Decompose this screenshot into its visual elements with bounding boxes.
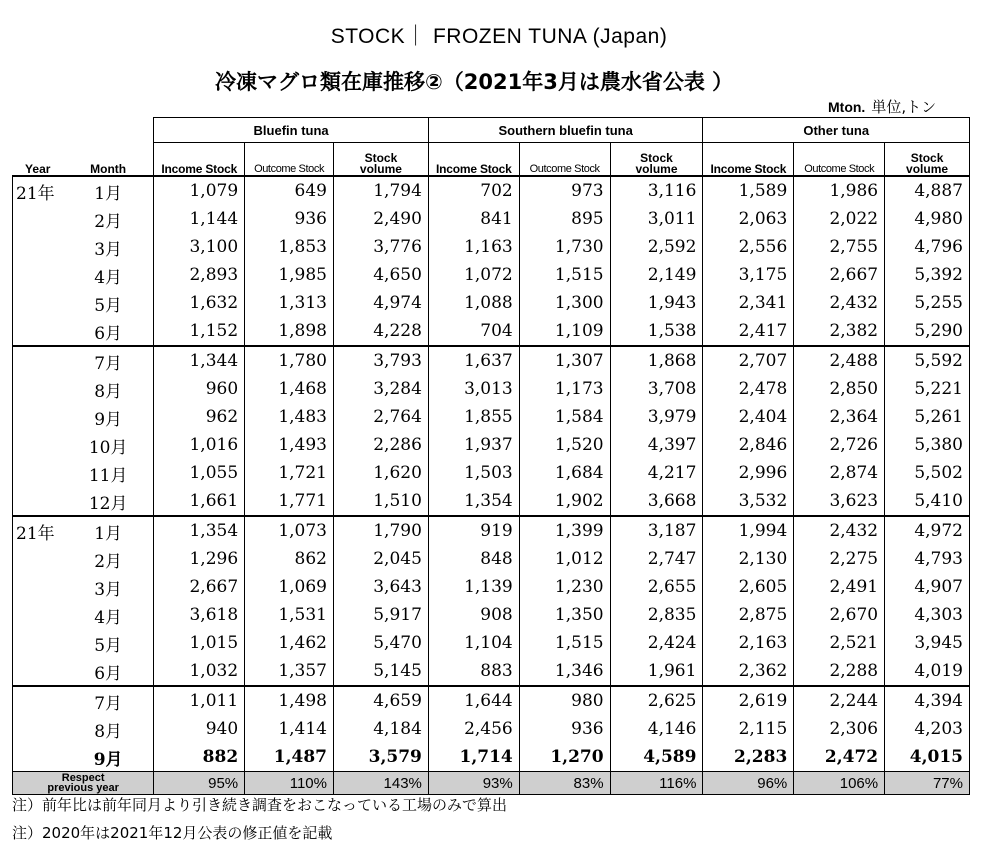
month-cell: 1月 [63,516,154,545]
table-row [13,487,970,516]
value-cell: 1,721 [245,459,334,487]
value-cell: 2,655 [610,573,703,601]
outcome-header: Outcome Stock [245,143,334,177]
value-cell: 1,730 [519,233,610,261]
value-cell: 1,943 [610,289,703,317]
value-cell: 1,487 [245,743,334,772]
value-cell: 3,011 [610,205,703,233]
year-cell [13,233,63,261]
value-cell: 2,364 [794,403,885,431]
year-cell [13,715,63,743]
value-cell: 2,163 [703,629,794,657]
value-cell: 4,650 [333,261,428,289]
value-cell: 2,875 [703,601,794,629]
value-cell: 882 [154,743,245,772]
value-cell: 2,491 [794,573,885,601]
month-cell: 8月 [63,715,154,743]
value-cell: 2,707 [703,346,794,375]
value-cell: 649 [245,176,334,205]
year-cell [13,459,63,487]
value-cell: 1,300 [519,289,610,317]
table-row [13,205,970,233]
value-cell: 5,470 [333,629,428,657]
value-cell: 883 [428,657,519,686]
value-cell: 4,146 [610,715,703,743]
group-other: Other tuna [703,118,970,143]
month-cell: 2月 [63,205,154,233]
value-cell: 2,382 [794,317,885,346]
year-cell [13,375,63,403]
value-cell: 1,015 [154,629,245,657]
month-cell: 1月 [63,176,154,205]
value-cell: 3,793 [333,346,428,375]
year-cell [13,487,63,516]
value-cell: 1,346 [519,657,610,686]
month-cell: 11月 [63,459,154,487]
value-cell: 936 [519,715,610,743]
value-cell: 1,632 [154,289,245,317]
unit-jp: 単位,トン [871,98,937,116]
value-cell: 2,670 [794,601,885,629]
year-cell [13,289,63,317]
value-cell: 1,902 [519,487,610,516]
value-cell: 1,937 [428,431,519,459]
month-cell: 9月 [63,403,154,431]
value-cell: 1,714 [428,743,519,772]
year-cell [13,686,63,715]
value-cell: 4,394 [885,686,970,715]
footnote-1: 注）前年比は前年同月より引き続き調査をおこなっている工場のみで算出 [12,796,508,814]
table-row [13,289,970,317]
value-cell: 1,985 [245,261,334,289]
value-cell: 3,979 [610,403,703,431]
value-cell: 3,623 [794,487,885,516]
value-cell: 5,290 [885,317,970,346]
month-cell: 7月 [63,346,154,375]
value-cell: 1,538 [610,317,703,346]
value-cell: 2,244 [794,686,885,715]
value-cell: 1,173 [519,375,610,403]
table-row [13,601,970,629]
value-cell: 2,747 [610,545,703,573]
value-cell: 5,592 [885,346,970,375]
value-cell: 3,013 [428,375,519,403]
table-row [13,743,970,772]
month-cell: 7月 [63,686,154,715]
value-cell: 2,341 [703,289,794,317]
value-cell: 1,853 [245,233,334,261]
value-cell: 2,619 [703,686,794,715]
value-cell: 2,149 [610,261,703,289]
value-cell: 1,414 [245,715,334,743]
month-cell: 12月 [63,487,154,516]
value-cell: 1,011 [154,686,245,715]
value-cell: 1,032 [154,657,245,686]
value-cell: 1,961 [610,657,703,686]
value-cell: 1,079 [154,176,245,205]
value-cell: 1,780 [245,346,334,375]
value-cell: 2,726 [794,431,885,459]
year-cell [13,573,63,601]
value-cell: 1,498 [245,686,334,715]
value-cell: 1,462 [245,629,334,657]
unit-label [828,96,936,117]
value-cell: 1,088 [428,289,519,317]
value-cell: 4,203 [885,715,970,743]
year-cell: 21年 [13,516,63,545]
value-cell: 1,354 [428,487,519,516]
unit-en: Mton. [828,99,866,115]
month-header: Month [63,143,154,177]
outcome-header: Outcome Stock [519,143,610,177]
value-cell: 1,012 [519,545,610,573]
value-cell: 841 [428,205,519,233]
value-cell: 1,313 [245,289,334,317]
value-cell: 4,887 [885,176,970,205]
respect-value: 106% [794,772,885,795]
group-southern-bluefin: Southern bluefin tuna [428,118,703,143]
value-cell: 2,283 [703,743,794,772]
value-cell: 1,684 [519,459,610,487]
year-cell [13,743,63,772]
value-cell: 3,945 [885,629,970,657]
table-row [13,431,970,459]
value-cell: 1,104 [428,629,519,657]
value-cell: 1,152 [154,317,245,346]
value-cell: 5,502 [885,459,970,487]
value-cell: 908 [428,601,519,629]
value-cell: 4,589 [610,743,703,772]
page-title: STOCK｜ FROZEN TUNA (Japan) [330,25,668,48]
value-cell: 2,846 [703,431,794,459]
income-header: Income Stock [154,143,245,177]
value-cell: 4,303 [885,601,970,629]
value-cell: 2,835 [610,601,703,629]
value-cell: 5,410 [885,487,970,516]
value-cell: 2,130 [703,545,794,573]
income-header: Income Stock [703,143,794,177]
value-cell: 848 [428,545,519,573]
value-cell: 4,974 [333,289,428,317]
value-cell: 1,515 [519,261,610,289]
value-cell: 980 [519,686,610,715]
table-row [13,516,970,545]
value-cell: 2,275 [794,545,885,573]
value-cell: 3,187 [610,516,703,545]
value-cell: 4,019 [885,657,970,686]
value-cell: 2,996 [703,459,794,487]
value-cell: 1,771 [245,487,334,516]
table-row [13,629,970,657]
value-cell: 2,362 [703,657,794,686]
year-cell [13,601,63,629]
year-header: Year [13,143,63,177]
value-cell: 704 [428,317,519,346]
value-cell: 5,261 [885,403,970,431]
value-cell: 962 [154,403,245,431]
value-cell: 4,397 [610,431,703,459]
value-cell: 3,618 [154,601,245,629]
value-cell: 2,306 [794,715,885,743]
value-cell: 4,228 [333,317,428,346]
value-cell: 1,344 [154,346,245,375]
value-cell: 1,898 [245,317,334,346]
value-cell: 1,055 [154,459,245,487]
value-cell: 3,284 [333,375,428,403]
year-cell [13,629,63,657]
value-cell: 919 [428,516,519,545]
value-cell: 5,392 [885,261,970,289]
value-cell: 4,907 [885,573,970,601]
value-cell: 3,643 [333,573,428,601]
value-cell: 1,855 [428,403,519,431]
value-cell: 3,579 [333,743,428,772]
table-row [13,686,970,715]
month-cell: 2月 [63,545,154,573]
value-cell: 1,350 [519,601,610,629]
value-cell: 2,755 [794,233,885,261]
value-cell: 2,667 [794,261,885,289]
value-cell: 1,661 [154,487,245,516]
value-cell: 1,483 [245,403,334,431]
group-bluefin: Bluefin tuna [154,118,429,143]
value-cell: 2,063 [703,205,794,233]
value-cell: 936 [245,205,334,233]
value-cell: 1,016 [154,431,245,459]
value-cell: 4,980 [885,205,970,233]
respect-value: 93% [428,772,519,795]
year-cell [13,346,63,375]
group-header-row [13,118,970,143]
value-cell: 2,472 [794,743,885,772]
value-cell: 2,850 [794,375,885,403]
outcome-header: Outcome Stock [794,143,885,177]
value-cell: 4,659 [333,686,428,715]
value-cell: 1,109 [519,317,610,346]
month-cell: 9月 [63,743,154,772]
value-cell: 5,221 [885,375,970,403]
value-cell: 3,532 [703,487,794,516]
value-cell: 3,116 [610,176,703,205]
respect-value: 95% [154,772,245,795]
value-cell: 1,637 [428,346,519,375]
value-cell: 3,708 [610,375,703,403]
value-cell: 4,796 [885,233,970,261]
value-cell: 1,503 [428,459,519,487]
value-cell: 1,163 [428,233,519,261]
value-cell: 1,354 [154,516,245,545]
table-row [13,176,970,205]
value-cell: 2,490 [333,205,428,233]
value-cell: 1,296 [154,545,245,573]
value-cell: 4,015 [885,743,970,772]
value-cell: 2,432 [794,516,885,545]
value-cell: 1,399 [519,516,610,545]
value-cell: 1,994 [703,516,794,545]
month-cell: 3月 [63,233,154,261]
value-cell: 2,286 [333,431,428,459]
month-cell: 5月 [63,629,154,657]
value-cell: 4,793 [885,545,970,573]
month-cell: 4月 [63,601,154,629]
value-cell: 1,589 [703,176,794,205]
value-cell: 1,307 [519,346,610,375]
year-cell [13,205,63,233]
month-cell: 4月 [63,261,154,289]
value-cell: 1,144 [154,205,245,233]
value-cell: 5,917 [333,601,428,629]
column-header-row [13,143,970,177]
value-cell: 1,644 [428,686,519,715]
respect-row [13,772,970,795]
respect-value: 110% [245,772,334,795]
value-cell: 1,868 [610,346,703,375]
year-cell [13,317,63,346]
value-cell: 2,478 [703,375,794,403]
value-cell: 1,794 [333,176,428,205]
month-cell: 3月 [63,573,154,601]
table-row [13,233,970,261]
table-row [13,375,970,403]
value-cell: 895 [519,205,610,233]
year-cell [13,431,63,459]
respect-value: 143% [333,772,428,795]
value-cell: 5,255 [885,289,970,317]
stock-volume-header: Stock volume [610,143,703,177]
value-cell: 3,668 [610,487,703,516]
respect-value: 96% [703,772,794,795]
table-row [13,261,970,289]
value-cell: 1,584 [519,403,610,431]
value-cell: 1,230 [519,573,610,601]
value-cell: 973 [519,176,610,205]
table-row [13,573,970,601]
respect-value: 77% [885,772,970,795]
income-header: Income Stock [428,143,519,177]
value-cell: 2,874 [794,459,885,487]
value-cell: 2,625 [610,686,703,715]
value-cell: 1,073 [245,516,334,545]
value-cell: 1,072 [428,261,519,289]
table-row [13,715,970,743]
page-subtitle: 冷凍マグロ類在庫推移②（2021年3月は農水省公表 ） [215,70,734,94]
value-cell: 2,667 [154,573,245,601]
table-row [13,317,970,346]
value-cell: 4,184 [333,715,428,743]
value-cell: 2,404 [703,403,794,431]
value-cell: 1,520 [519,431,610,459]
value-cell: 2,893 [154,261,245,289]
value-cell: 702 [428,176,519,205]
month-cell: 8月 [63,375,154,403]
value-cell: 2,605 [703,573,794,601]
respect-label: Respect previous year [13,772,154,795]
value-cell: 1,515 [519,629,610,657]
value-cell: 2,592 [610,233,703,261]
stock-volume-header: Stock volume [885,143,970,177]
value-cell: 3,175 [703,261,794,289]
value-cell: 4,972 [885,516,970,545]
value-cell: 2,022 [794,205,885,233]
year-cell [13,657,63,686]
value-cell: 2,488 [794,346,885,375]
value-cell: 1,510 [333,487,428,516]
year-cell [13,403,63,431]
value-cell: 2,556 [703,233,794,261]
respect-value: 83% [519,772,610,795]
value-cell: 1,493 [245,431,334,459]
month-cell: 6月 [63,317,154,346]
value-cell: 1,986 [794,176,885,205]
year-cell [13,545,63,573]
value-cell: 3,776 [333,233,428,261]
value-cell: 2,045 [333,545,428,573]
value-cell: 1,790 [333,516,428,545]
footnote-2: 注）2020年は2021年12月公表の修正値を記載 [12,824,333,842]
value-cell: 2,456 [428,715,519,743]
month-cell: 10月 [63,431,154,459]
value-cell: 2,424 [610,629,703,657]
year-cell: 21年 [13,176,63,205]
value-cell: 1,069 [245,573,334,601]
value-cell: 5,380 [885,431,970,459]
year-cell [13,261,63,289]
value-cell: 3,100 [154,233,245,261]
table-row [13,459,970,487]
month-cell: 6月 [63,657,154,686]
table-body [13,176,970,795]
value-cell: 1,531 [245,601,334,629]
value-cell: 1,468 [245,375,334,403]
value-cell: 2,764 [333,403,428,431]
value-cell: 862 [245,545,334,573]
value-cell: 1,357 [245,657,334,686]
value-cell: 2,115 [703,715,794,743]
value-cell: 2,521 [794,629,885,657]
table-row [13,403,970,431]
value-cell: 2,417 [703,317,794,346]
table-row [13,657,970,686]
stock-table [12,117,970,795]
value-cell: 5,145 [333,657,428,686]
table-row [13,545,970,573]
value-cell: 1,270 [519,743,610,772]
stock-volume-header: Stock volume [333,143,428,177]
value-cell: 2,288 [794,657,885,686]
value-cell: 1,620 [333,459,428,487]
respect-value: 116% [610,772,703,795]
value-cell: 4,217 [610,459,703,487]
table-row [13,346,970,375]
month-cell: 5月 [63,289,154,317]
value-cell: 1,139 [428,573,519,601]
value-cell: 940 [154,715,245,743]
value-cell: 2,432 [794,289,885,317]
value-cell: 960 [154,375,245,403]
